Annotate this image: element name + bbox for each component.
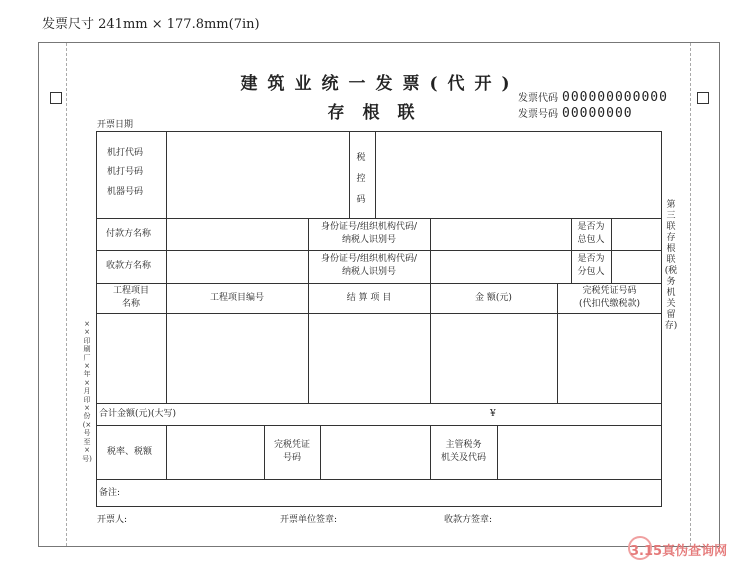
row-divider — [96, 403, 662, 404]
tax-authority-line2: 机关及代码 — [440, 453, 486, 463]
receiver-sign-label: 收款方签章: — [444, 515, 493, 525]
right-feed-hole — [697, 92, 709, 104]
issuer-label: 开票人: — [97, 515, 128, 525]
invoice-code-row — [518, 89, 668, 105]
col-divider — [349, 131, 350, 218]
col-divider — [166, 218, 167, 283]
tax-cert-line2: 号码 — [282, 453, 301, 463]
general-contractor-line1: 是否为 — [577, 222, 605, 232]
row-divider — [96, 218, 662, 219]
row-divider — [96, 425, 662, 426]
watermark-text: 3.15真伪查询网 — [630, 544, 728, 559]
machine-number-label: 机打号码 — [107, 167, 144, 177]
copy-designation-text: 第三联 存根联(税务机关留存) — [664, 200, 678, 331]
receiver-id-line1: 身份证号/组织机构代码/ — [320, 254, 418, 264]
device-number-label: 机器号码 — [107, 187, 144, 197]
tax-authority-label — [431, 439, 496, 465]
row-divider — [96, 283, 662, 284]
invoice-table — [96, 131, 662, 507]
col-divider — [166, 131, 167, 218]
col-divider — [430, 218, 431, 283]
tax-cert-label — [265, 439, 319, 465]
issuing-unit-label: 开票单位签章: — [280, 515, 338, 525]
left-perforation — [66, 43, 67, 546]
project-number-header: 工程项目编号 — [209, 293, 264, 303]
currency-symbol: ¥ — [490, 409, 496, 419]
issue-date-label: 开票日期 — [97, 120, 134, 130]
row-divider — [96, 250, 662, 251]
subcontractor-label — [572, 253, 610, 279]
project-name-header-line2: 名称 — [121, 299, 140, 309]
subcontractor-line1: 是否为 — [577, 254, 605, 264]
settlement-header: 结 算 项 目 — [346, 293, 392, 303]
invoice-subtitle: 存根联 — [327, 103, 433, 123]
tax-cert-line1: 完税凭证 — [273, 440, 310, 450]
machine-code-label: 机打代码 — [107, 148, 144, 158]
general-contractor-label — [572, 221, 610, 247]
tax-authority-line1: 主管税务 — [445, 440, 482, 450]
tax-rate-label: 税率、税额 — [107, 447, 153, 457]
subcontractor-line2: 分包人 — [577, 267, 605, 277]
tax-voucher-header-line2: (代扣代缴税款) — [578, 299, 641, 309]
payer-id-label — [309, 221, 429, 247]
col-divider — [320, 425, 321, 479]
project-name-header — [97, 285, 165, 311]
col-divider — [375, 131, 376, 218]
receiver-name-label: 收款方名称 — [106, 261, 152, 271]
invoice-code-label: 发票代码 — [518, 93, 558, 104]
col-divider — [166, 425, 167, 479]
project-name-header-line1: 工程项目 — [112, 286, 149, 296]
payer-id-line2: 纳税人识别号 — [341, 235, 396, 245]
left-feed-hole — [50, 92, 62, 104]
invoice-number-label: 发票号码 — [518, 109, 558, 120]
right-perforation — [690, 43, 691, 546]
payer-name-label: 付款方名称 — [106, 229, 152, 239]
printer-info-text: ××印刷厂×年×月印×份(×号至×号) — [82, 320, 92, 463]
row-divider — [96, 479, 662, 480]
invoice-code-value: 000000000000 — [562, 90, 668, 105]
invoice-number-row — [518, 105, 633, 121]
amount-header: 金 额(元) — [475, 293, 512, 303]
receiver-id-label — [309, 253, 429, 279]
row-divider — [96, 313, 662, 314]
col-divider — [497, 425, 498, 479]
invoice-number-value: 00000000 — [562, 106, 633, 121]
paper-size-note: 发票尺寸 241mm × 177.8mm(7in) — [42, 17, 260, 32]
invoice-title: 建筑业统一发票(代开) — [240, 74, 520, 94]
remarks-label: 备注: — [99, 488, 121, 498]
general-contractor-line2: 总包人 — [577, 235, 605, 245]
payer-id-line1: 身份证号/组织机构代码/ — [320, 222, 418, 232]
col-divider — [611, 218, 612, 283]
tax-voucher-header-line1: 完税凭证号码 — [582, 286, 637, 296]
total-amount-label: 合计金额(元)(大写) — [99, 409, 177, 419]
receiver-id-line2: 纳税人识别号 — [341, 267, 396, 277]
tax-voucher-header — [558, 285, 661, 311]
tax-control-label: 税控码 — [356, 153, 366, 205]
